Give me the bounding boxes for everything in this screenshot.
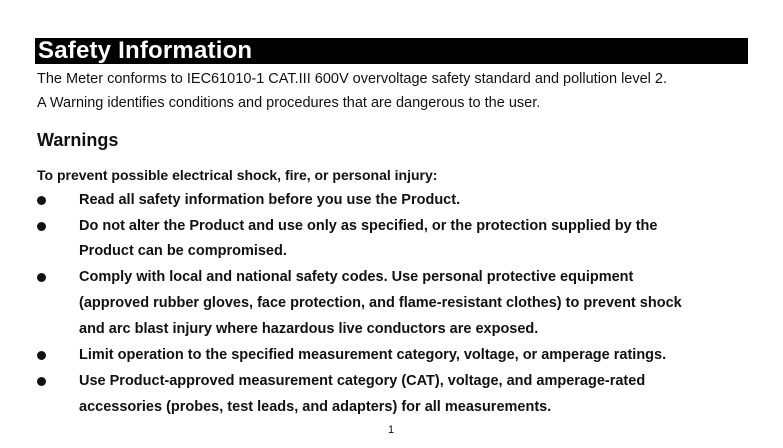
- bullet-icon: [37, 273, 46, 282]
- page-number: 1: [388, 424, 395, 436]
- bullet-icon: [37, 196, 46, 205]
- warning-item-1-line-1: Read all safety information before you use the Product.: [79, 192, 461, 208]
- intro-line-warning-definition: A Warning identifies conditions and procedures that are dangerous to the user.: [37, 95, 541, 111]
- warning-item-4-line-1: Limit operation to the specified measurement category, voltage, or amperage ratings.: [79, 347, 667, 363]
- warning-item-2-line-1: Do not alter the Product and use only as specified, or the protection supplied by the: [79, 218, 658, 234]
- warning-item-3-line-1: Comply with local and national safety codes. Use personal protective equipment: [79, 269, 634, 285]
- section-title: Safety Information: [35, 38, 748, 64]
- warning-item-2-line-2: Product can be compromised.: [79, 243, 287, 259]
- warning-item-5-line-2: accessories (probes, test leads, and adapters) for all measurements.: [79, 399, 552, 415]
- warning-item-3-line-3: and arc blast injury where hazardous live conductors are exposed.: [79, 321, 539, 337]
- warning-item-5-line-1: Use Product-approved measurement category (CAT), voltage, and amperage-rated: [79, 373, 646, 389]
- warnings-heading: Warnings: [37, 130, 119, 150]
- warning-item-3-line-2: (approved rubber gloves, face protection, and flame-resistant clothes) to prevent shock: [79, 295, 682, 311]
- intro-line-standard: The Meter conforms to IEC61010-1 CAT.III 600V overvoltage safety standard and pollution level 2.: [37, 71, 668, 87]
- warnings-lead-in: To prevent possible electrical shock, fire, or personal injury:: [37, 167, 438, 183]
- bullet-icon: [37, 377, 46, 386]
- bullet-icon: [37, 351, 46, 360]
- bullet-icon: [37, 222, 46, 231]
